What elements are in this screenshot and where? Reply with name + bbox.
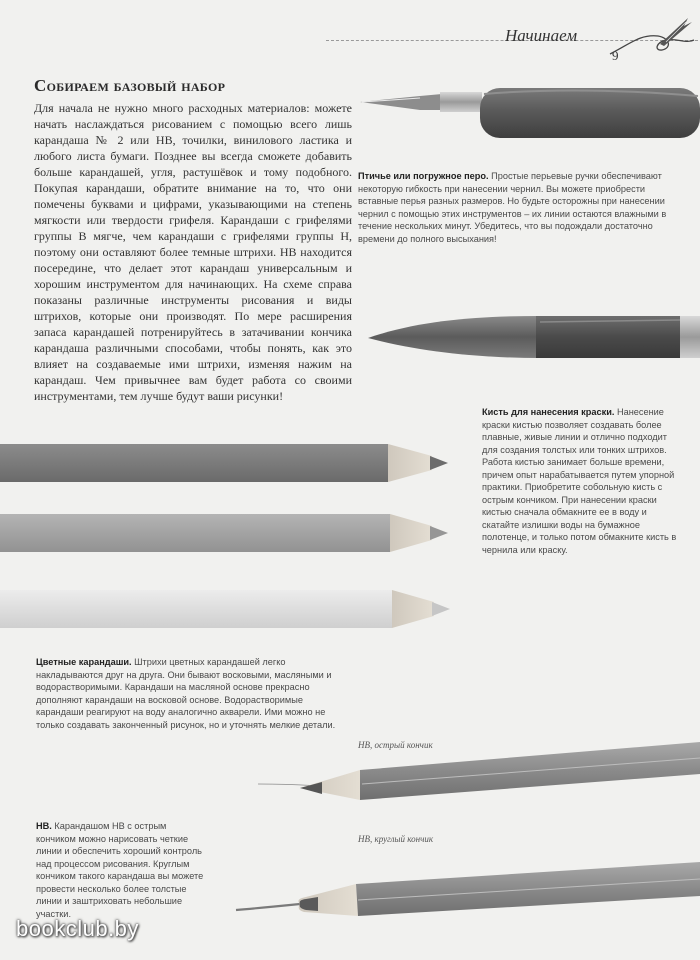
colored-pencil-dark xyxy=(0,444,448,482)
label-hb-sharp: HB, острый кончик xyxy=(358,740,433,750)
dip-pen-illustration xyxy=(360,88,700,138)
section-title: Начинаем xyxy=(505,26,578,45)
colored-pencil-medium xyxy=(0,514,448,552)
watermark: bookclub.by xyxy=(16,916,139,941)
caption-colored-pencils-title: Цветные карандаши. xyxy=(36,657,132,667)
caption-dip-pen-text: Простые перьевые ручки обеспечивают некоторую гибкость при нанесении чернил. Вы можете приобрести вставные перья разных размеров. Но будьте осторожны при нанесении чернил с помощью этих инструментов – их линии остаются влажными в течение нескольких минут. Убедитесь, что вы подождали достаточно времени до полного высыхания! xyxy=(358,171,667,244)
caption-hb xyxy=(36,820,206,920)
hb-pencil-round-illustration xyxy=(236,862,700,916)
paint-brush-illustration xyxy=(368,316,700,358)
caption-dip-pen xyxy=(358,170,676,245)
caption-brush xyxy=(482,406,680,556)
main-body-text: Для начала не нужно много расходных материалов: можете начать наслаждаться рисованием с помощью всего лишь карандаша № 2 или HB, точилки, винилового ластика и любого листа бумаги. Позднее вы всегда сможете добавить больше карандашей, угля, растушёвок и тому подобного. Покупая карандаши, обратите внимание на то, что они помечены буквами и цифрами, указывающими на степень мягкости или твердости грифеля. Карандаши с грифелями группы B мягче, чем карандаши с грифелями группы H, поэтому они оставляют более темные штрихи. HB находится посередине, что делает этот карандаш универсальным и хорошим инструментом для начинающих. На схеме справа показаны различные инструменты рисования и виды штрихов, которые они производят. По мере расширения запаса карандашей потренируйтесь в затачивании кончика карандаша различными способами, чтобы понять, как это влияет на создаваемые ими штрихи, изменяя нажим на карандаш. Чем привычнее вам будет работа со своими инструментами, тем лучше будут ваши рисунки! xyxy=(34,101,352,403)
caption-dip-pen-title: Птичье или погружное перо. xyxy=(358,171,489,181)
caption-brush-text: Нанесение краски кистью позволяет создавать более плавные, живые линии и отлично подходит для создания толстых или тонких штрихов. Работа кистью занимает больше времени, причем опыт нарабатывается путем упорной практики. Приобретите собольную кисть с острым кончиком. При нанесении краски кистью сначала обмакните ее в воду и скатайте излишки воды на бумажное полотенце, и только потом обмакните кисть в чернила или краску. xyxy=(482,407,677,555)
caption-brush-title: Кисть для нанесения краски. xyxy=(482,407,615,417)
page-number: 9 xyxy=(612,48,619,63)
main-heading: Собираем базовый набор xyxy=(34,76,226,95)
label-hb-round: HB, круглый кончик xyxy=(358,834,434,844)
hb-pencil-sharp-illustration xyxy=(258,742,700,800)
caption-colored-pencils xyxy=(36,656,346,731)
caption-hb-text: Карандашом HB с острым кончиком можно нарисовать четкие линии и обеспечить хороший контроль над процессом рисования. Круглым кончиком такого карандаша вы можете провести несколько более толстые линии и заштриховать небольшие участки. xyxy=(36,821,204,919)
caption-colored-pencils-text: Штрихи цветных карандашей легко накладываются друг на друга. Они бывают восковыми, масляными и водорастворимыми. Карандаши на масляной основе прекрасно дополняют карандаши на восковой основе. Водорастворимые карандаши реагируют на воду аналогично акварели. Ими можно не только создавать законченный рисунок, но и уточнять мелкие детали. xyxy=(36,657,336,730)
caption-hb-title: HB. xyxy=(36,821,52,831)
colored-pencil-light xyxy=(0,590,450,628)
